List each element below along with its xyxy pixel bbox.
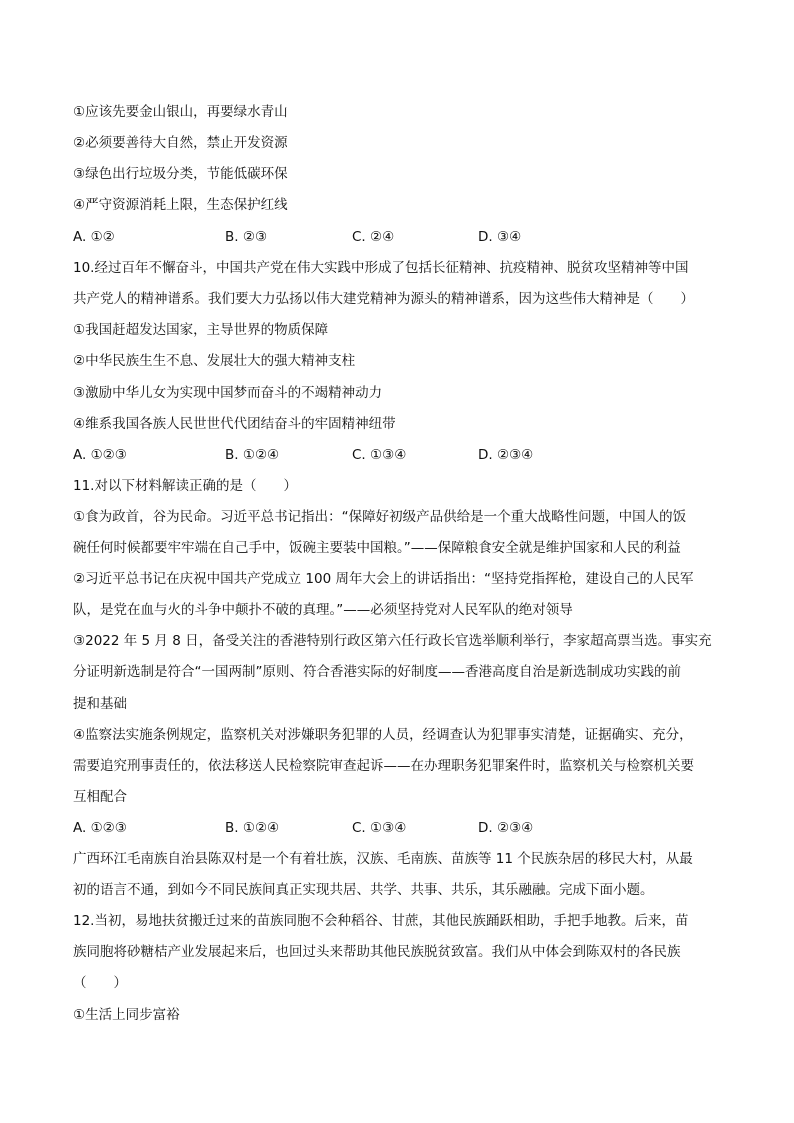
q9-choice-b: B. ②③ <box>225 229 268 245</box>
q9-option-1: ①应该先要金山银山，再要绿水青山 <box>73 104 288 120</box>
material-line-1: 广西环江毛南族自治县陈双村是一个有着壮族，汉族、毛南族、苗族等 11 个民族杂居的移民大村，从最 <box>73 851 693 867</box>
q10-choice-d: D. ②③④ <box>478 447 534 463</box>
q11-choice-a: A. ①②③ <box>73 820 127 836</box>
q10-choice-c: C. ①③④ <box>352 447 407 463</box>
q11-text-line-5: ③2022 年 5 月 8 日，备受关注的香港特别行政区第六任行政长官选举顺利举行，李家超高票当选。事实充 <box>73 633 712 649</box>
q11-text-line-4: 队，是党在血与火的斗争中颠扑不破的真理。”——必须坚持党对人民军队的绝对领导 <box>73 602 573 618</box>
q11-text-line-8: ④监察法实施条例规定，监察机关对涉嫌职务犯罪的人员，经调查认为犯罪事实清楚，证据确实、充分， <box>73 727 693 743</box>
q12-stem-line-3: （ ） <box>73 975 127 991</box>
q11-text-line-7: 提和基础 <box>73 696 127 712</box>
q11-text-line-9: 需要追究刑事责任的，依法移送人民检察院审查起诉——在办理职务犯罪案件时，监察机关与检察机关要 <box>73 758 694 774</box>
q10-stem-line-1: 10.经过百年不懈奋斗，中国共产党在伟大实践中形成了包括长征精神、抗疫精神、脱贫攻坚精神等中国 <box>73 260 689 276</box>
q11-stem: 11.对以下材料解读正确的是（ ） <box>73 478 297 494</box>
q9-option-3: ③绿色出行垃圾分类，节能低碳环保 <box>73 166 288 182</box>
q11-choice-c: C. ①③④ <box>352 820 407 836</box>
q11-text-line-1: ①食为政首，谷为民命。习近平总书记指出：“保障好初级产品供给是一个重大战略性问题，中国人的饭 <box>73 509 687 525</box>
q10-choice-b: B. ①②④ <box>225 447 280 463</box>
q10-choice-a: A. ①②③ <box>73 447 127 463</box>
q10-option-1: ①我国赶超发达国家，主导世界的物质保障 <box>73 322 329 338</box>
q12-stem-line-1: 12.当初，易地扶贫搬迁过来的苗族同胞不会种稻谷、甘蔗，其他民族踊跃相助，手把手地教。后来，苗 <box>73 913 689 929</box>
q9-option-2: ②必须要善待大自然，禁止开发资源 <box>73 135 288 151</box>
q9-choice-a: A. ①② <box>73 229 115 245</box>
q11-text-line-6: 分证明新选制是符合“一国两制”原则、符合香港实际的好制度——香港高度自治是新选制成功实践的前 <box>73 664 681 680</box>
material-line-2: 初的语言不通，到如今不同民族间真正实现共居、共学、共事、共乐，其乐融融。完成下面小题。 <box>73 882 654 898</box>
q12-option-1: ①生活上同步富裕 <box>73 1007 180 1023</box>
q11-text-line-10: 互相配合 <box>73 789 127 805</box>
q12-stem-line-2: 族同胞将砂糖桔产业发展起来后，也回过头来帮助其他民族脱贫致富。我们从中体会到陈双村的各民族 <box>73 944 681 960</box>
q11-choice-d: D. ②③④ <box>478 820 534 836</box>
q9-choice-d: D. ③④ <box>478 229 522 245</box>
q10-option-4: ④维系我国各族人民世世代代团结奋斗的牢固精神纽带 <box>73 416 396 432</box>
q10-stem-line-2: 共产党人的精神谱系。我们要大力弘扬以伟大建党精神为源头的精神谱系，因为这些伟大精神是（ ） <box>73 291 694 307</box>
q10-option-3: ③激励中华儿女为实现中国梦而奋斗的不竭精神动力 <box>73 385 383 401</box>
q11-choice-b: B. ①②④ <box>225 820 280 836</box>
q11-text-line-2: 碗任何时候都要牢牢端在自己手中，饭碗主要装中国粮。”——保障粮食安全就是维护国家和人民的利益 <box>73 540 681 556</box>
q11-text-line-3: ②习近平总书记在庆祝中国共产党成立 100 周年大会上的讲话指出：“坚持党指挥枪，建设自己的人民军 <box>73 571 694 587</box>
q9-choice-c: C. ②④ <box>352 229 395 245</box>
q10-option-2: ②中华民族生生不息、发展壮大的强大精神支柱 <box>73 353 356 369</box>
q9-option-4: ④严守资源消耗上限，生态保护红线 <box>73 197 288 213</box>
